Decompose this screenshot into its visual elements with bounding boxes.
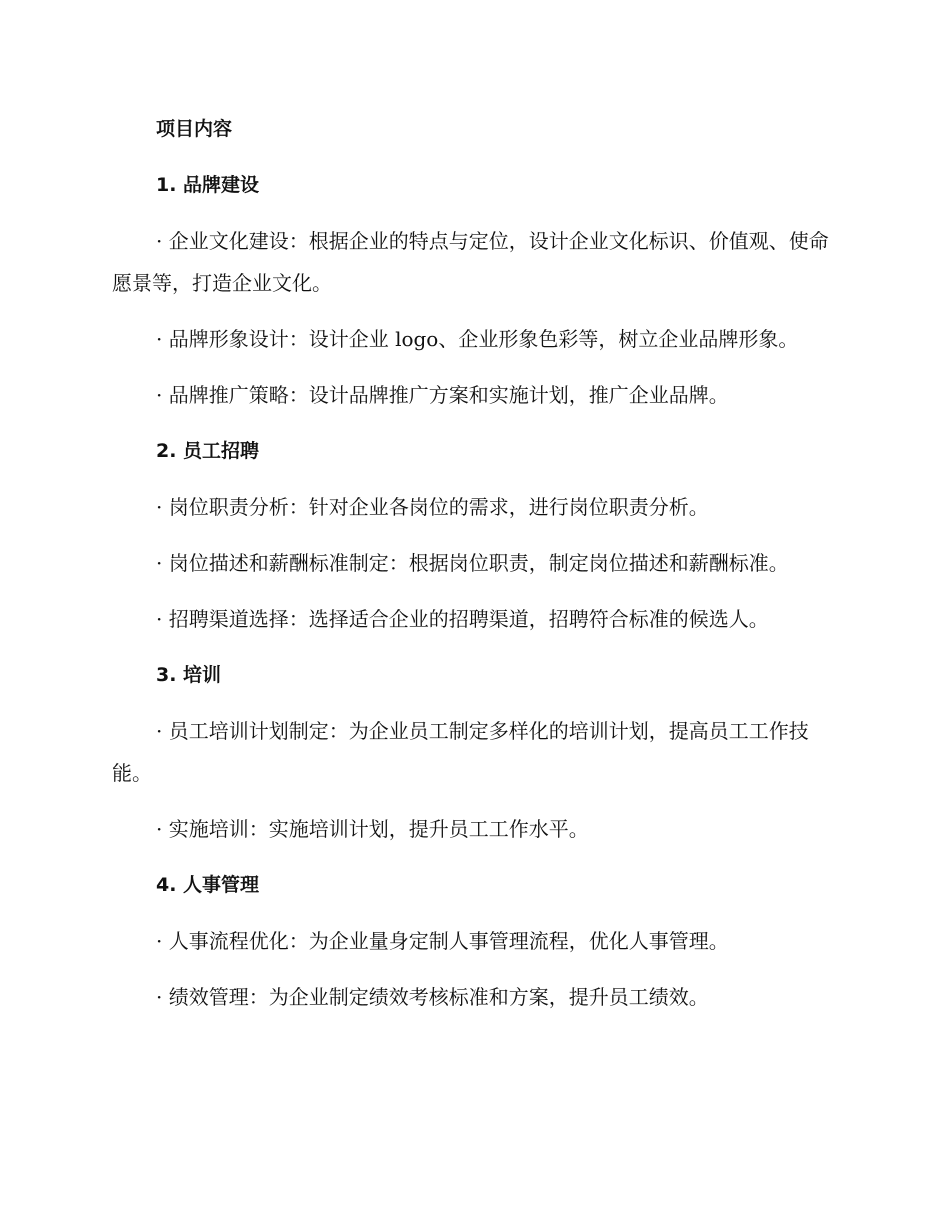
section-heading-training: 3. 培训 [156, 664, 222, 686]
list-item: · 品牌形象设计：设计企业 logo、企业形象色彩等，树立企业品牌形象。 [156, 327, 799, 351]
section-heading-recruitment: 2. 员工招聘 [156, 440, 260, 462]
list-item: · 岗位职责分析：针对企业各岗位的需求，进行岗位职责分析。 [156, 495, 709, 519]
list-item: · 绩效管理：为企业制定绩效考核标准和方案，提升员工绩效。 [156, 985, 709, 1009]
list-item: · 企业文化建设：根据企业的特点与定位，设计企业文化标识、价值观、使命愿景等，打造企业文化。 [112, 229, 829, 295]
list-item: · 实施培训：实施培训计划，提升员工工作水平。 [156, 817, 589, 841]
section-heading-brand: 1. 品牌建设 [156, 174, 260, 196]
list-item: · 品牌推广策略：设计品牌推广方案和实施计划，推广企业品牌。 [156, 383, 729, 407]
list-item: · 人事流程优化：为企业量身定制人事管理流程，优化人事管理。 [156, 929, 729, 953]
list-item: · 员工培训计划制定：为企业员工制定多样化的培训计划，提高员工工作技能。 [112, 719, 809, 785]
list-item: · 岗位描述和薪酬标准制定：根据岗位职责，制定岗位描述和薪酬标准。 [156, 551, 789, 575]
section-heading-hr-management: 4. 人事管理 [156, 874, 260, 896]
document-page [112, 108, 832, 1032]
list-item: · 招聘渠道选择：选择适合企业的招聘渠道，招聘符合标准的候选人。 [156, 607, 769, 631]
doc-title: 项目内容 [156, 118, 233, 140]
